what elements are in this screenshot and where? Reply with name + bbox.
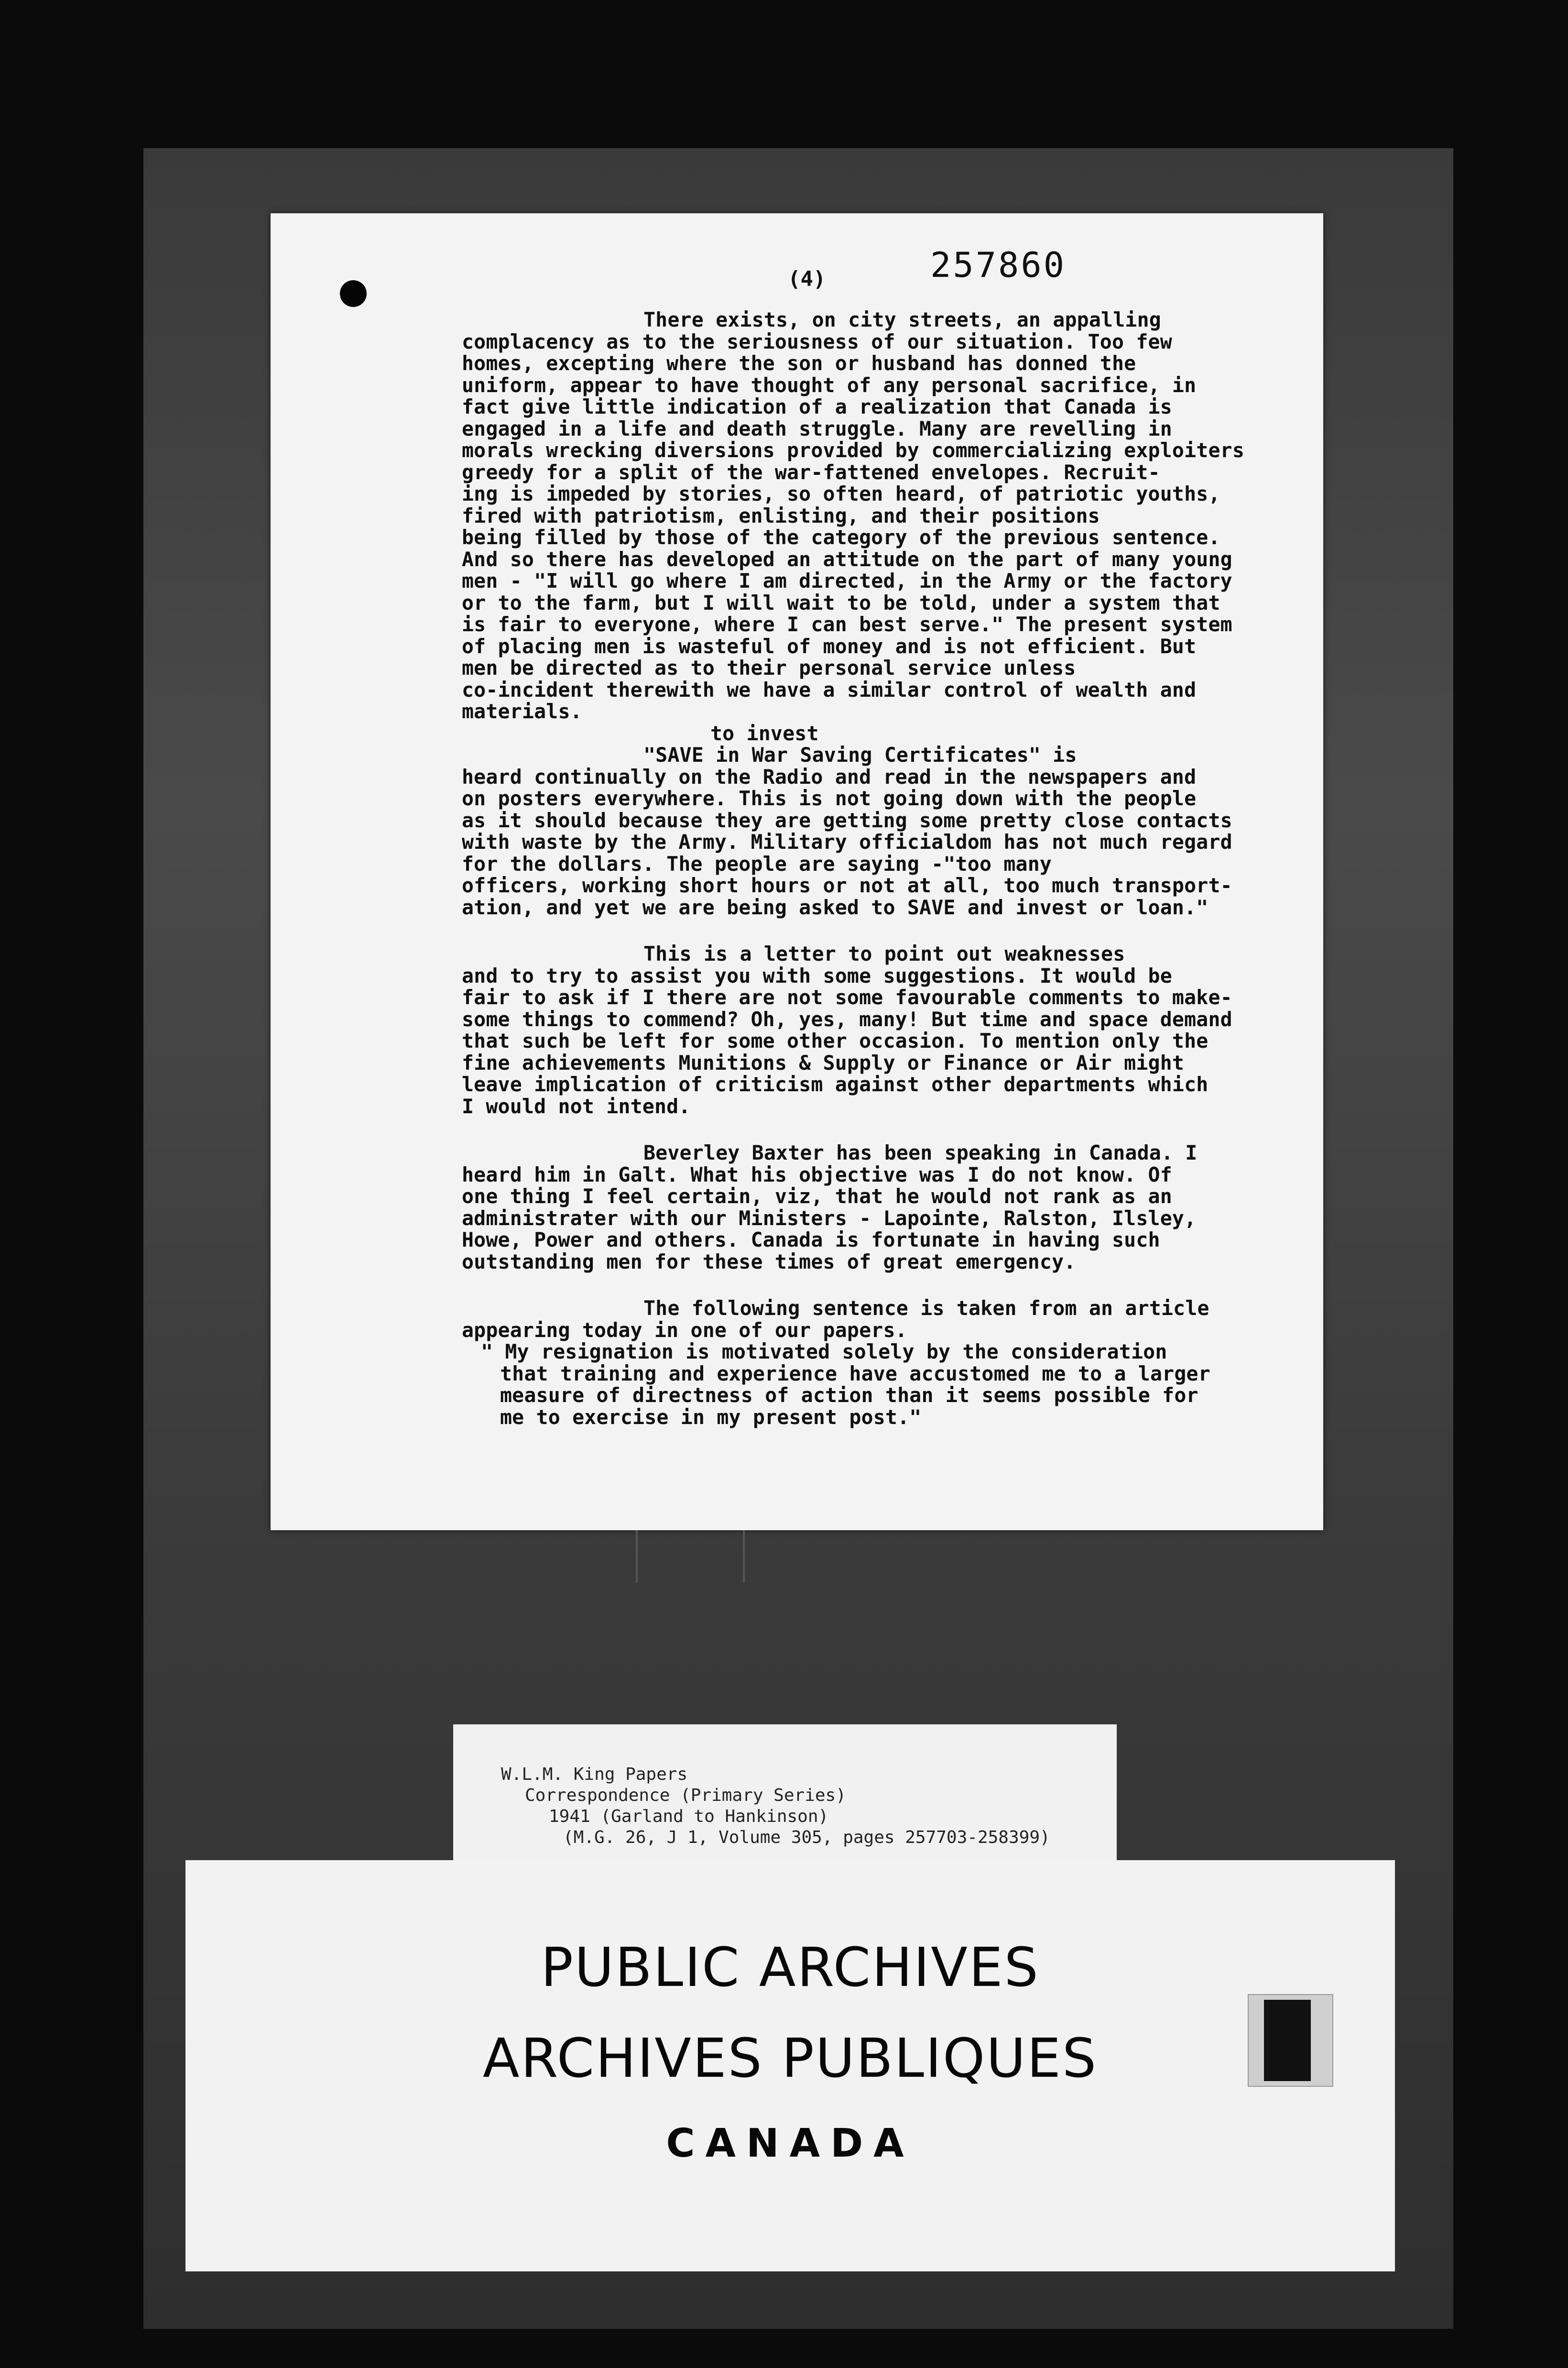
text-line: of placing men is wasteful of money and is not efficient. But (462, 634, 1197, 658)
archive-country: CANADA (666, 2121, 915, 2166)
text-line: fine achievements Munitions & Supply or Finance or Air might (462, 1051, 1185, 1074)
document-number: 257860 (930, 245, 1067, 285)
text-line: is fair to everyone, where I can best serve." The present system (462, 613, 1232, 636)
interlinear-insertion: to invest (710, 721, 819, 745)
text-line: administrater with our Ministers - Lapointe, Ralston, Ilsley, (462, 1206, 1197, 1230)
text-line: greedy for a split of the war-fattened envelopes. Recruit- (462, 460, 1160, 484)
page-marker: (4) (788, 267, 826, 291)
text-line: men be directed as to their personal service unless (462, 656, 1076, 680)
clip-inner (1264, 2000, 1311, 2081)
text-line: with waste by the Army. Military officialdom has not much regard (462, 830, 1232, 854)
text-line: that such be left for some other occasion. To mention only the (462, 1029, 1209, 1052)
text-line: I would not intend. (462, 1094, 691, 1118)
text-line: some things to commend? Oh, yes, many! But time and space demand (462, 1007, 1232, 1031)
text-line: There exists, on city streets, an appalling (643, 308, 1161, 331)
text-line: leave implication of criticism against other departments which (462, 1073, 1209, 1096)
text-line: fact give little indication of a realization that Canada is (462, 395, 1172, 418)
text-line: appearing today in one of our papers. (462, 1318, 907, 1342)
text-line: fair to ask if I there are not some favourable comments to make- (462, 986, 1232, 1009)
label-line: Correspondence (Primary Series) (525, 1786, 846, 1805)
paragraph (462, 1142, 1313, 1272)
text-line: fired with patriotism, enlisting, and their positions (462, 504, 1100, 527)
text-line: ing is impeded by stories, so often heard, of patriotic youths, (462, 482, 1220, 505)
text-line: This is a letter to point out weaknesses (643, 942, 1125, 965)
paragraph (462, 744, 1313, 918)
text-line: as it should because they are getting some pretty close contacts (462, 808, 1232, 832)
public-archives-card (185, 1860, 1395, 2271)
archive-title-english: PUBLIC ARCHIVES (541, 1937, 1040, 1999)
text-line: one thing I feel certain, viz, that he would not rank as an (462, 1184, 1172, 1208)
quote-line: that training and experience have accustomed me to a larger (500, 1361, 1210, 1385)
text-line: co-incident therewith we have a similar control of wealth and (462, 678, 1197, 702)
pencil-marks (636, 1530, 745, 1583)
text-line: And so there has developed an attitude on the part of many young (462, 547, 1232, 571)
archive-title-french: ARCHIVES PUBLIQUES (482, 2028, 1098, 2090)
text-line: ation, and yet we are being asked to SAVE and invest or loan." (462, 895, 1209, 919)
text-line: men - "I will go where I am directed, in the Army or the factory (462, 569, 1232, 592)
text-line: materials. (462, 700, 582, 723)
text-line: heard continually on the Radio and read in the newspapers and (462, 765, 1197, 789)
text-line: and to try to assist you with some suggestions. It would be (462, 964, 1172, 987)
archive-reference-label (453, 1724, 1117, 1863)
text-line: Howe, Power and others. Canada is fortunate in having such (462, 1228, 1160, 1251)
binder-clip (1248, 1994, 1333, 2087)
text-line: or to the farm, but I will wait to be told, under a system that (462, 591, 1220, 614)
text-line: The following sentence is taken from an article (643, 1296, 1209, 1320)
text-line: uniform, appear to have thought of any personal sacrifice, in (462, 373, 1197, 397)
paragraph (462, 309, 1313, 723)
quote-line: me to exercise in my present post." (500, 1405, 922, 1429)
block-quotation (462, 1341, 1313, 1428)
letter-body (462, 309, 1313, 1428)
text-line: on posters everywhere. This is not going down with the people (462, 787, 1197, 810)
paragraph (462, 1297, 1313, 1341)
text-line: complacency as to the seriousness of our situation. Too few (462, 329, 1172, 353)
typed-letter-page (271, 213, 1323, 1530)
text-line: heard him in Galt. What his objective was I do not know. Of (462, 1162, 1172, 1186)
text-line: for the dollars. The people are saying -"too many (462, 852, 1052, 876)
text-line: being filled by those of the category of the previous sentence. (462, 526, 1220, 549)
text-line: outstanding men for these times of great emergency. (462, 1250, 1076, 1273)
text-line: engaged in a life and death struggle. Many are revelling in (462, 417, 1172, 440)
punch-hole (340, 280, 367, 307)
quote-line: " My resignation is motivated solely by the consideration (481, 1340, 1167, 1363)
quote-line: measure of directness of action than it seems possible for (500, 1383, 1198, 1407)
text-line: Beverley Baxter has been speaking in Canada. I (643, 1141, 1198, 1164)
paragraph (462, 943, 1313, 1117)
text-line: morals wrecking diversions provided by commercializing exploiters (462, 439, 1245, 462)
text-line: "SAVE in War Saving Certificates" is (643, 743, 1077, 767)
label-line: (M.G. 26, J 1, Volume 305, pages 257703-258399) (563, 1828, 1050, 1847)
label-line: 1941 (Garland to Hankinson) (549, 1807, 829, 1826)
text-line: officers, working short hours or not at all, too much transport- (462, 874, 1232, 897)
text-line: homes, excepting where the son or husband has donned the (462, 351, 1136, 375)
label-line: W.L.M. King Papers (501, 1765, 688, 1784)
